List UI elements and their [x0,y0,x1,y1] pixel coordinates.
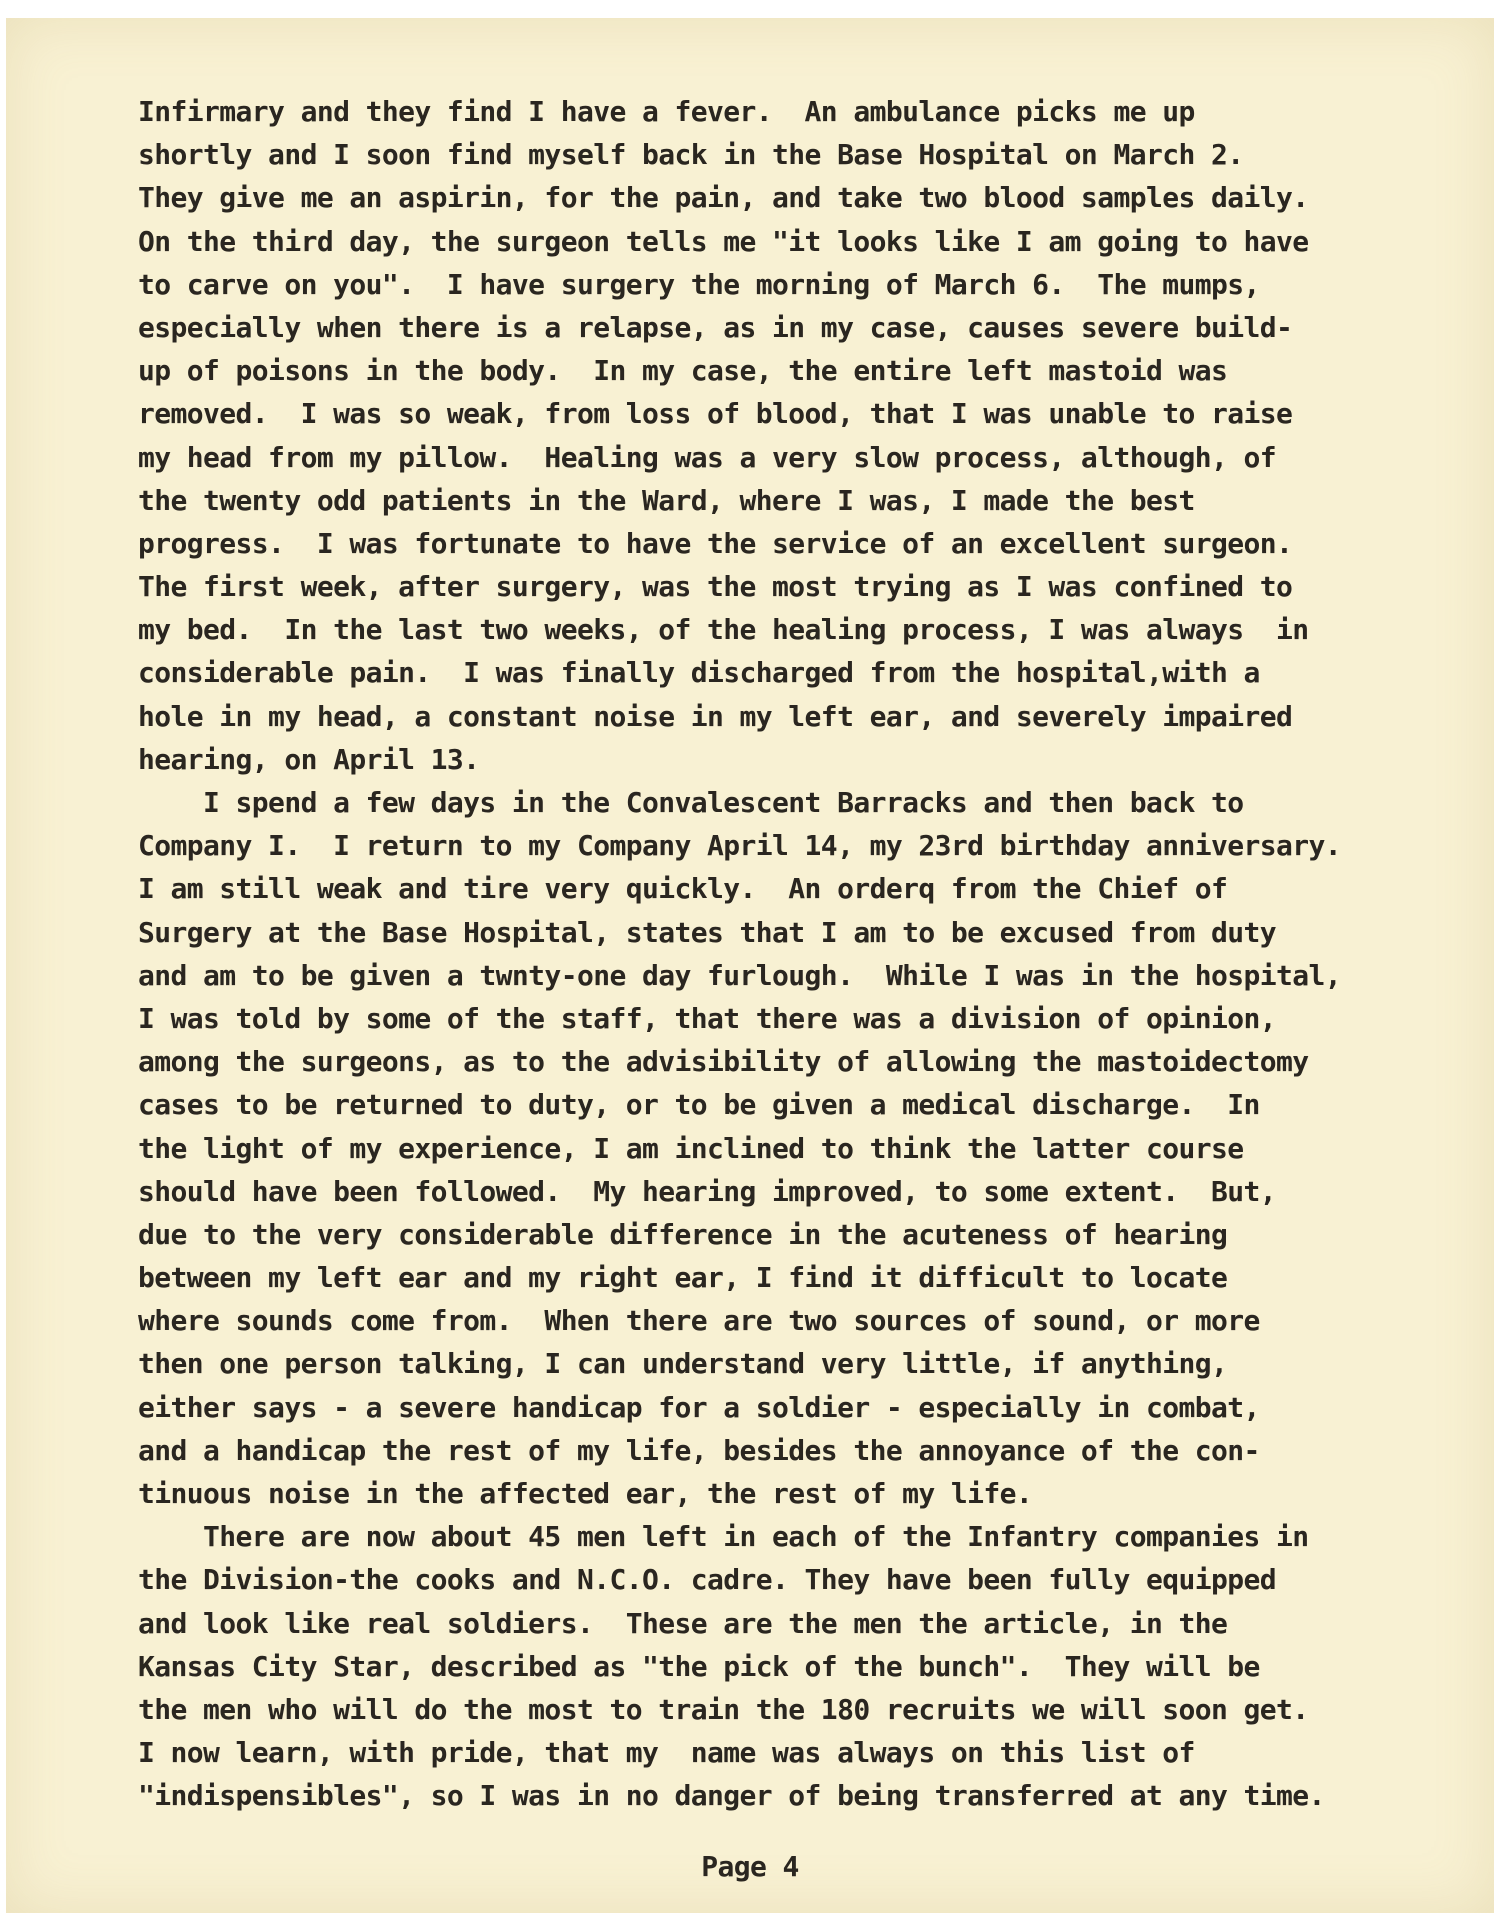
text-line: I am still weak and tire very quickly. An orderq from the Chief of [138,872,1228,906]
paper-page [6,18,1494,1913]
text-line: the twenty odd patients in the Ward, where I was, I made the best [138,483,1195,517]
text-line: to carve on you". I have surgery the morning of March 6. The mumps, [138,267,1260,301]
text-line: among the surgeons, as to the advisibility of allowing the mastoidectomy [138,1045,1309,1079]
text-line: Kansas City Star, described as "the pick of the bunch". They will be [138,1649,1260,1683]
text-line: They give me an aspirin, for the pain, and take two blood samples daily. [138,181,1309,215]
text-line: should have been followed. My hearing improved, to some extent. But, [138,1174,1277,1208]
text-line: I spend a few days in the Convalescent Barracks and then back to [138,786,1244,819]
text-line: considerable pain. I was finally discharged from the hospital,with a [138,656,1260,690]
text-line: progress. I was fortunate to have the service of an excellent surgeon. [138,526,1293,560]
text-line: the light of my experience, I am inclined to think the latter course [138,1131,1244,1165]
text-line: I now learn, with pride, that my name was always on this list of [138,1736,1195,1770]
text-line: There are now about 45 men left in each of the Infantry companies in [138,1520,1309,1554]
text-line: I was told by some of the staff, that there was a division of opinion, [138,1001,1277,1035]
text-line: hearing, on April 13. [138,742,480,776]
text-line: up of poisons in the body. In my case, the entire left mastoid was [138,354,1228,388]
text-line: Company I. I return to my Company April 14, my 23rd birthday anniversary. [138,829,1342,863]
text-line: removed. I was so weak, from loss of blood, that I was unable to raise [138,397,1293,431]
text-line: Infirmary and they find I have a fever. An ambulance picks me up [138,95,1195,128]
text-line: due to the very considerable difference in the acuteness of hearing [138,1217,1228,1251]
text-line: and am to be given a twnty-one day furlough. While I was in the hospital, [138,958,1342,992]
text-line: hole in my head, a constant noise in my left ear, and severely impaired [138,699,1293,733]
text-line: and a handicap the rest of my life, besides the annoyance of the con- [138,1433,1260,1467]
text-line: The first week, after surgery, was the most trying as I was confined to [138,570,1293,604]
text-line: especially when there is a relapse, as in my case, causes severe build- [138,310,1293,344]
text-line: the men who will do the most to train the 180 recruits we will soon get. [138,1692,1309,1726]
text-line: On the third day, the surgeon tells me "it looks like I am going to have [138,224,1309,258]
text-line: where sounds come from. When there are two sources of sound, or more [138,1304,1260,1338]
text-line: the Division-the cooks and N.C.O. cadre. They have been fully equipped [138,1563,1277,1597]
text-line: "indispensibles", so I was in no danger of being transferred at any time. [138,1779,1325,1813]
text-line: and look like real soldiers. These are the men the article, in the [138,1606,1228,1640]
text-line: tinuous noise in the affected ear, the rest of my life. [138,1477,1033,1510]
text-line: shortly and I soon find myself back in the Base Hospital on March 2. [138,138,1244,172]
typewritten-body [138,90,1458,1818]
text-line: my head from my pillow. Healing was a very slow process, although, of [138,440,1277,474]
text-line: cases to be returned to duty, or to be given a medical discharge. In [138,1088,1260,1122]
text-line: my bed. In the last two weeks, of the healing process, I was always in [138,613,1309,647]
text-line: either says - a severe handicap for a soldier - especially in combat, [138,1390,1260,1424]
page-number: Page 4 [701,1850,799,1883]
text-line: between my left ear and my right ear, I find it difficult to locate [138,1261,1228,1295]
text-line: then one person talking, I can understand very little, if anything, [138,1347,1228,1381]
text-line: Surgery at the Base Hospital, states that I am to be excused from duty [138,915,1277,949]
